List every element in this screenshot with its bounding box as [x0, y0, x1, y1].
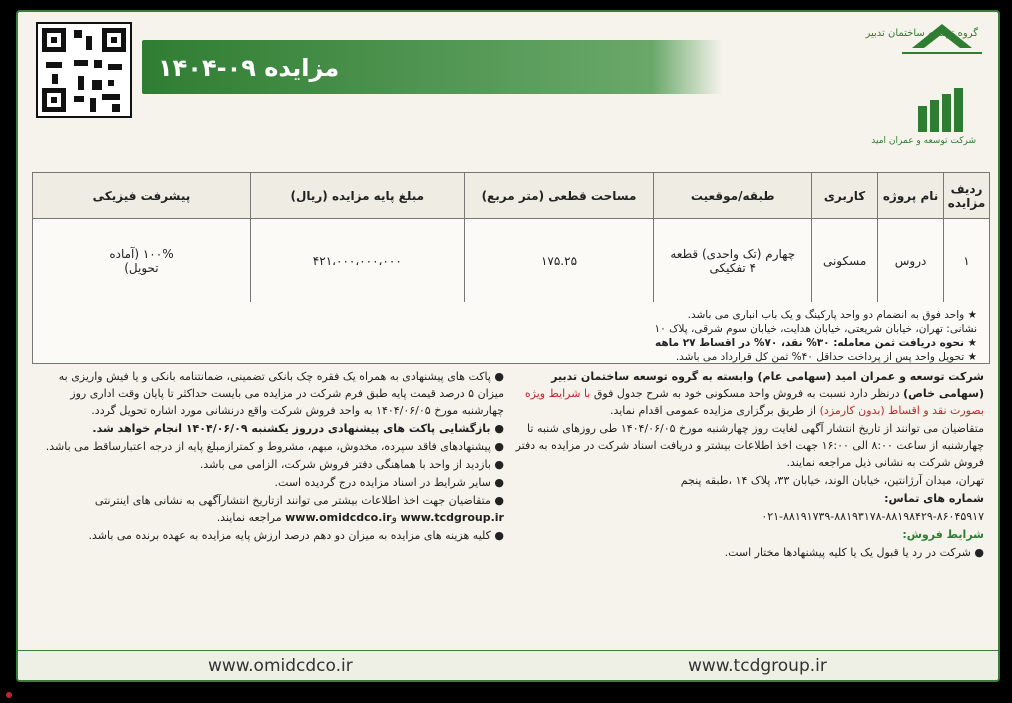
intro-paragraph [514, 368, 984, 419]
note-item: ★ تحویل واحد پس از پرداخت حداقل ۴۰% ثمن کل قرارداد می باشد. [675, 351, 977, 363]
special-terms: با شرایط ویژه بصورت نقد و اقساط (بدون کارمزد) [524, 387, 984, 417]
header-progress: پیشرفت فیزیکی [33, 173, 251, 219]
company-logo-icon [878, 88, 988, 168]
qr-code-icon [36, 22, 132, 118]
condition-item: ● شرکت در رد یا قبول یک یا کلیه پیشنهادها مختار است. [724, 546, 984, 559]
header-usage: کاربری [812, 173, 878, 219]
website-link-tcdgroup[interactable]: www.tcdgroup.ir [400, 511, 504, 524]
table-header-row [33, 173, 990, 219]
condition-item: ● بازدید از واحد با هماهنگی دفتر فروش شرکت، الزامی می باشد. [199, 458, 504, 471]
main-text-column [514, 368, 984, 562]
cell-index: ۱ [944, 219, 990, 303]
auction-title: مزایده ۰۹-۱۴۰۴ [158, 54, 340, 82]
header-index: ردیف مزایده [944, 173, 990, 219]
website-and: و [391, 511, 401, 524]
note-item: ★ واحد فوق به انضمام دو واحد پارکینگ و یک باب انباری می باشد. [687, 309, 977, 321]
footer-website-tcdgroup[interactable]: www.tcdgroup.ir [688, 656, 827, 676]
red-dot-mark [6, 692, 12, 698]
ad-header [18, 12, 1000, 172]
intro-text: درنظر دارد نسبت به فروش واحد مسکونی خود به شرح جدول فوق [590, 387, 904, 400]
auction-advertisement [16, 10, 1000, 682]
cell-usage: مسکونی [812, 219, 878, 303]
intro-company: شرکت توسعه و عمران امید (سهامی عام) وابسته به گروه توسعه ساختمان تدبیر (سهامی خاص) [551, 370, 984, 400]
condition-item: ● پیشنهادهای فاقد سپرده، مخدوش، مبهم، مشروط و کمترازمبلغ پایه از درجه اعتبارساقط می باشد. [45, 440, 504, 453]
header-floor: طبقه/موقعیت [654, 173, 812, 219]
condition-item [32, 492, 504, 526]
conditions-label: شرایط فروش: [902, 528, 984, 541]
table-notes [32, 302, 990, 364]
application-paragraph: متقاضیان می توانند از تاریخ انتشار آگهی لغایت روز چهارشنبه مورخ ۱۴۰۴/۰۶/۰۵ طی روزهای شنبه تا چهارشنبه از ساعت ۸:۰۰ الی ۱۶:۰۰ جهت اخذ اطلاعات بیشتر و دریافت اسناد شرکت در مزایده به دفتر فروش شرکت به نشانی ذیل مراجعه نمایند. [515, 422, 984, 469]
cell-project: دروس [878, 219, 944, 303]
conditions-column [32, 368, 504, 545]
note-item: ★ نحوه دریافت ثمن معامله: ۳۰% نقد، ۷۰% در اقساط ۲۷ ماهه [654, 337, 977, 349]
phones-label: شماره های تماس: [884, 492, 984, 505]
website-link-omidcdco[interactable]: www.omidcdco.ir [285, 511, 392, 524]
header-price: مبلغ پایه مزایده (ریال) [250, 173, 464, 219]
ad-footer [18, 650, 1000, 680]
header-project: نام پروژه [878, 173, 944, 219]
website-end: مراجعه نمایند. [216, 511, 286, 524]
office-address: تهران، میدان آرژانتین، خیابان الوند، خیابان ۳۳، پلاک ۱۴ ،طبقه پنجم [680, 474, 984, 487]
phone-numbers: ۰۲۱-۸۸۱۹۱۷۳۹-۸۸۱۹۳۱۷۸-۸۸۱۹۸۴۲۹-۸۶۰۴۵۹۱۷ [761, 510, 984, 523]
cell-area: ۱۷۵.۲۵ [464, 219, 654, 303]
cell-price: ۴۲۱،۰۰۰،۰۰۰،۰۰۰ [250, 219, 464, 303]
group-logo-text: گروه توسعه ساختمان تدبیر [865, 28, 978, 39]
website-text: ● متقاضیان جهت اخذ اطلاعات بیشتر می توانند ازتاریخ انتشارآگهی به نشانی های اینترنتی [94, 494, 504, 507]
condition-item: ● پاکت های پیشنهادی به همراه یک فقره چک بانکی تضمینی، ضمانتنامه بانکی و یا فیش واریزی به میزان ۵ درصد قیمت پایه طبق فرم شرکت در مزایده می بایست حداکثر تا پایان وقت اداری روز چهارشنبه مورخ ۱۴۰۴/۰۶/۰۵ به واحد فروش شرکت واقع درنشانی مورد اشاره تحویل گردد. [58, 370, 504, 417]
cell-progress: ۱۰۰% (آماده تحویل) [33, 219, 251, 303]
footer-website-omidcdco[interactable]: www.omidcdco.ir [208, 656, 353, 676]
note-item: نشانی: تهران، خیابان شریعتی، خیابان هدایت، خیابان سوم شرقی، پلاک ۱۰ [654, 323, 977, 335]
condition-item: ● بازگشایی پاکت های پیشنهادی درروز یکشنبه ۱۴۰۴/۰۶/۰۹ انجام خواهد شد. [92, 422, 504, 435]
table-row [33, 219, 990, 303]
intro-end: از طریق برگزاری مزایده عمومی اقدام نماید. [609, 404, 820, 417]
condition-item: ● سایر شرایط در اسناد مزایده درج گردیده است. [274, 476, 504, 489]
condition-item: ● کلیه هزینه های مزایده به میزان دو دهم درصد ارزش پایه مزایده به عهده برنده می باشد. [88, 529, 504, 542]
company-logo-text: شرکت توسعه و عمران امید [871, 136, 976, 146]
header-area: مساحت قطعی (متر مربع) [464, 173, 654, 219]
auction-table [32, 172, 990, 303]
cell-floor: چهارم (تک واحدی) قطعه ۴ تفکیکی [654, 219, 812, 303]
